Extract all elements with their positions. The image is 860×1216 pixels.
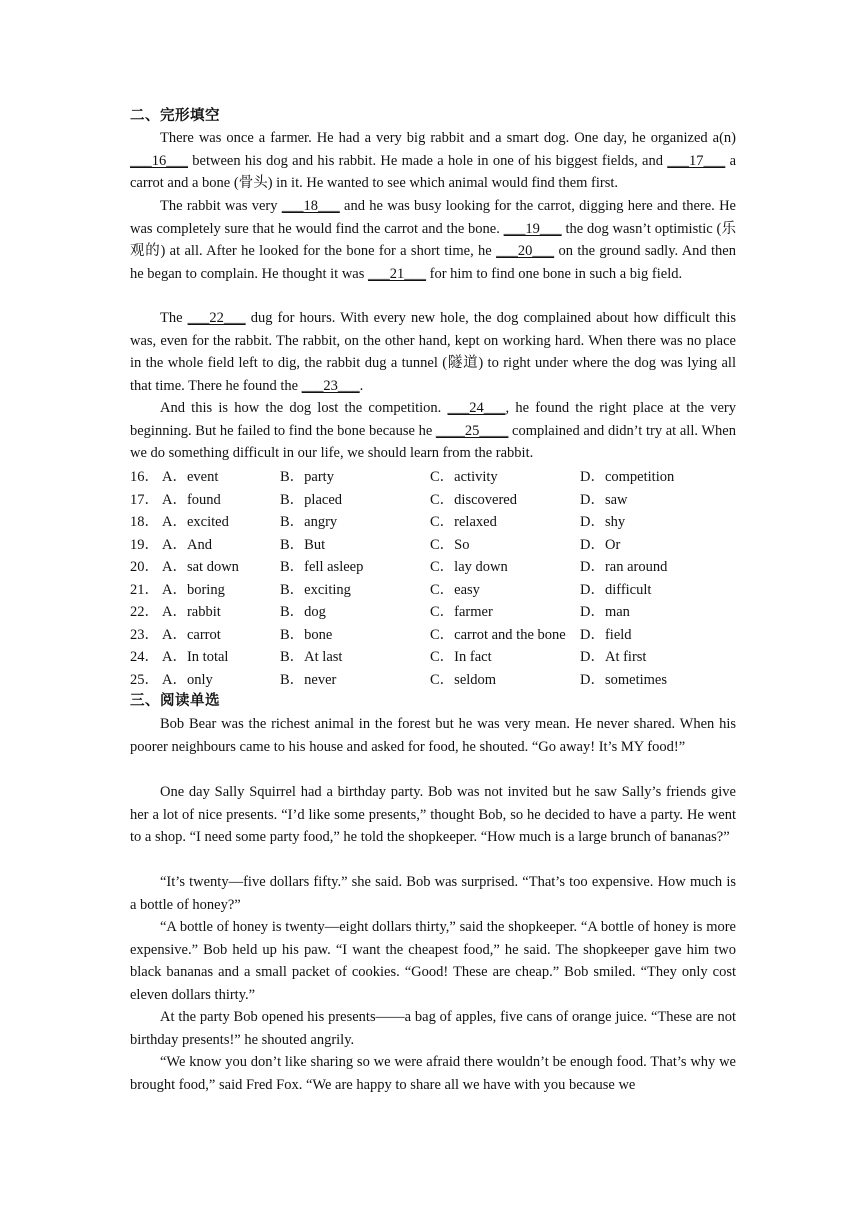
question-number: 23． [130, 626, 159, 643]
blank-number: ___22___ [187, 310, 246, 326]
passage-text: dug for hours. With every new hole, the dog complained about how difficult this was, even for the rabbit. The rabbit, on the other hand, kept on working hard. When there was no place in the whole field left to dig, the rabbit dug a tunnel (隧道) to right under where the dog was lying all that time. There he found the [130, 310, 736, 394]
option-b: B．never [280, 671, 337, 688]
blank-number: ___23___ [301, 377, 360, 394]
option-c: C．relaxed [430, 514, 497, 530]
question-number: 19． [130, 536, 159, 553]
question-row [130, 534, 750, 557]
question-number: 20． [130, 559, 159, 575]
option-b: B．party [280, 469, 334, 485]
question-row [130, 556, 750, 579]
question-number: 25． [130, 671, 159, 688]
option-a: A．event [162, 469, 219, 485]
passage-text: on the ground sadly. And then he began to complain. He thought it was [130, 243, 736, 282]
question-number: 16． [130, 469, 159, 485]
question-row [130, 624, 750, 647]
blank-number: ___19___ [503, 220, 562, 237]
blank-number: ____25____ [435, 422, 509, 439]
option-b: B．exciting [280, 581, 351, 598]
option-d: D．difficult [580, 581, 652, 598]
option-c: C．easy [430, 581, 480, 598]
option-a: A．boring [162, 581, 225, 598]
option-d: D．man [580, 604, 630, 620]
passage-text: The [160, 310, 188, 326]
option-c: C．activity [430, 469, 498, 485]
option-d: D．field [580, 626, 632, 643]
option-d: D．competition [580, 469, 675, 485]
option-b: B．placed [280, 491, 343, 508]
passage-text: the dog wasn’t optimistic (乐观的) at all. After he looked for the bone for a short time, he [130, 220, 736, 260]
question-number: 18． [130, 514, 159, 530]
option-c: C．In fact [430, 649, 492, 665]
blank-number: ___20___ [496, 243, 555, 260]
passage-text: There was once a farmer. He had a very big rabbit and a smart dog. One day, he organized a(n) [160, 130, 736, 146]
blank-number: ___18___ [281, 198, 340, 214]
question-number: 21． [130, 581, 159, 598]
question-row [130, 646, 750, 669]
option-c: C．So [430, 536, 470, 553]
option-b: B．fell asleep [280, 559, 364, 575]
reading-paragraph-6: “We know you don’t like sharing so we were afraid there wouldn’t be enough food. That’s why we brought food,” said Fred Fox. “We are happy to share all we have with you because we [130, 1054, 736, 1093]
option-a: A．found [162, 491, 221, 508]
question-number: 17． [130, 491, 159, 508]
option-a: A．excited [162, 514, 229, 530]
option-a: A．And [162, 536, 212, 553]
option-c: C．lay down [430, 559, 508, 575]
option-b: B．At last [280, 649, 343, 665]
cloze-paragraph-2 [130, 195, 736, 285]
passage-text: , he found the right place at the very beginning. But he failed to find the bone because he [130, 400, 736, 439]
question-row [130, 489, 750, 512]
option-a: A．sat down [162, 559, 239, 575]
reading-paragraph-5: At the party Bob opened his presents——a bag of apples, five cans of orange juice. “These are not birthday presents!” he shouted angrily. [130, 1009, 736, 1048]
passage-text: a carrot and a bone (骨头) in it. He wanted to see which animal would find them first. [130, 152, 737, 192]
passage-text: complained and didn’t try at all. When we do something difficult in our life, we should learn from the rabbit. [130, 422, 736, 462]
option-c: C．carrot and the bone [430, 626, 566, 643]
option-b: B．But [280, 536, 326, 553]
reading-paragraph-1: Bob Bear was the richest animal in the forest but he was very mean. He never shared. When his poorer neighbours came to his house and asked for food, he shouted. “Go away! It’s MY food!” [130, 716, 736, 755]
passage-text: The rabbit was very [160, 198, 282, 214]
option-d: D．sometimes [580, 671, 667, 688]
option-b: B．angry [280, 514, 338, 530]
cloze-paragraph-1 [130, 127, 736, 195]
question-number: 22． [130, 604, 159, 620]
option-a: A．rabbit [162, 604, 221, 620]
cloze-options-list [130, 466, 750, 691]
passage-text: for him to find one bone in such a big field. [426, 265, 683, 282]
question-row [130, 601, 750, 624]
passage-text: . [359, 377, 364, 394]
option-d: D．shy [580, 514, 626, 530]
option-c: C．seldom [430, 671, 497, 688]
question-row [130, 511, 750, 534]
reading-paragraph-4: “A bottle of honey is twenty—eight dollars thirty,” said the shopkeeper. “A bottle of honey is more expensive.” Bob held up his paw. “I want the cheapest food,” he said. The shopkeeper gave him two black bananas and a small packet of cookies. “Good! These are cheap.” Bob smiled. “They only cost eleven dollars thirty.” [130, 919, 736, 1003]
option-d: D．ran around [580, 559, 668, 575]
option-d: D．saw [580, 491, 628, 508]
reading-paragraph-2: One day Sally Squirrel had a birthday party. Bob was not invited but he saw Sally’s friends give her a lot of nice presents. “I’d like some presents,” thought Bob, so he decided to have a party. He went to a shop. “I need some party food,” he told the shopkeeper. “How much is a large brunch of bananas?” [130, 784, 736, 846]
blank-number: ___24___ [447, 400, 506, 416]
option-a: A．In total [162, 649, 229, 665]
option-b: B．dog [280, 604, 326, 620]
cloze-section-title: 二、完形填空 [130, 108, 220, 124]
reading-paragraph-3: “It’s twenty—five dollars fifty.” she said. Bob was surprised. “That’s too expensive. How much is a bottle of honey?” [130, 874, 736, 913]
option-c: C．discovered [430, 491, 517, 508]
cloze-paragraph-4 [130, 397, 736, 465]
question-row [130, 466, 750, 489]
option-a: A．carrot [162, 626, 221, 643]
passage-text: And this is how the dog lost the competition. [160, 400, 448, 416]
question-number: 24． [130, 649, 159, 665]
blank-number: ___16___ [130, 152, 188, 169]
option-d: D．At first [580, 649, 647, 665]
cloze-paragraph-3 [130, 307, 736, 397]
question-row [130, 669, 750, 692]
blank-number: ___21___ [368, 265, 426, 282]
passage-text: and he was busy looking for the carrot, digging here and there. He was completely sure that he would find the carrot and the bone. [130, 198, 736, 237]
option-c: C．farmer [430, 604, 493, 620]
blank-number: ___17___ [667, 152, 726, 169]
passage-text: between his dog and his rabbit. He made a hole in one of his biggest fields, and [188, 152, 668, 169]
question-row [130, 579, 750, 602]
option-b: B．bone [280, 626, 333, 643]
option-d: D．Or [580, 536, 621, 553]
reading-section-title: 三、阅读单选 [130, 693, 220, 709]
option-a: A．only [162, 671, 213, 688]
